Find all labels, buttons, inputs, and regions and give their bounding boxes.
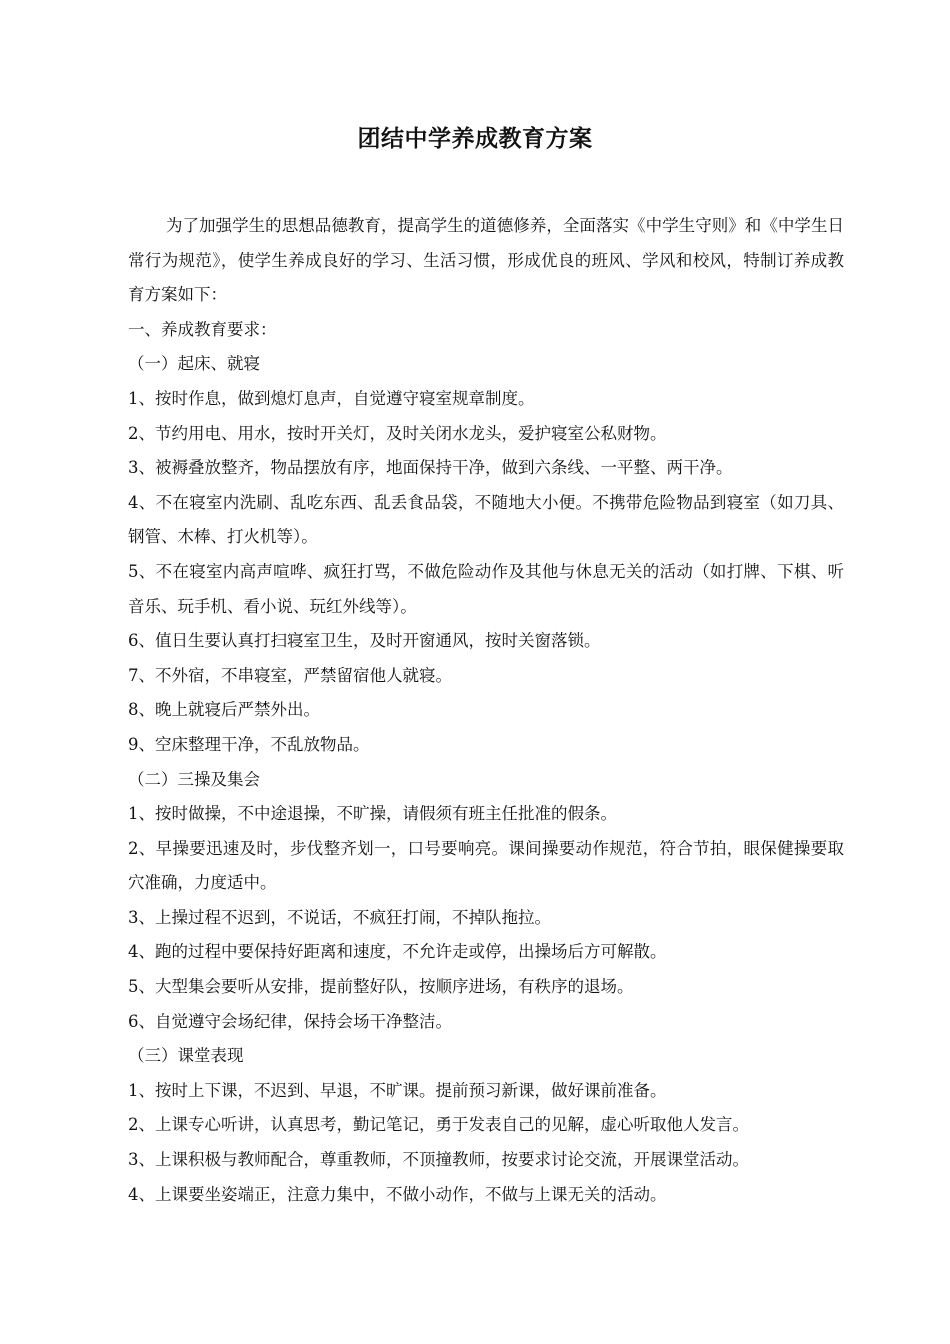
list-item: 2、早操要迅速及时，步伐整齐划一，口号要响亮。课间操要动作规范，符合节拍，眼保健操要取穴准确，力度适中。 bbox=[128, 838, 844, 893]
list-item: 4、不在寝室内洗刷、乱吃东西、乱丢食品袋，不随地大小便。不携带危险物品到寝室（如刀具、钢管、木棒、打火机等）。 bbox=[128, 492, 844, 547]
list-item: 5、大型集会要听从安排，提前整好队，按顺序进场，有秩序的退场。 bbox=[128, 977, 634, 997]
list-item: 1、按时上下课，不迟到、早退，不旷课。提前预习新课，做好课前准备。 bbox=[128, 1080, 667, 1100]
section-heading: 一、养成教育要求： bbox=[128, 319, 277, 339]
list-item: 1、按时作息，做到熄灯息声，自觉遵守寝室规章制度。 bbox=[128, 388, 535, 408]
intro-paragraph: 为了加强学生的思想品德教育，提高学生的道德修养，全面落实《中学生守则》和《中学生日常行为规范》，使学生养成良好的学习、生活习惯，形成优良的班风、学风和校风，特制订养成教育方案如下： bbox=[128, 216, 844, 305]
list-item: 3、上课积极与教师配合，尊重教师，不顶撞教师，按要求讨论交流，开展课堂活动。 bbox=[128, 1150, 749, 1170]
list-item: 9、空床整理干净，不乱放物品。 bbox=[128, 734, 370, 754]
subsection-heading: （三）课堂表现 bbox=[128, 1046, 244, 1066]
list-item: 5、不在寝室内高声喧哗、疯狂打骂，不做危险动作及其他与休息无关的活动（如打牌、下棋、听音乐、玩手机、看小说、玩红外线等）。 bbox=[128, 561, 844, 616]
list-item: 6、自觉遵守会场纪律，保持会场干净整洁。 bbox=[128, 1011, 452, 1031]
list-item: 6、值日生要认真打扫寝室卫生，及时开窗通风，按时关窗落锁。 bbox=[128, 631, 601, 651]
list-item: 8、晚上就寝后严禁外出。 bbox=[128, 700, 320, 720]
list-item: 7、不外宿，不串寝室，严禁留宿他人就寝。 bbox=[128, 665, 452, 685]
document-body bbox=[128, 209, 844, 1212]
list-item: 2、节约用电、用水，按时开关灯，及时关闭水龙头，爱护寝室公私财物。 bbox=[128, 423, 667, 443]
list-item: 2、上课专心听讲，认真思考，勤记笔记，勇于发表自己的见解，虚心听取他人发言。 bbox=[128, 1115, 749, 1135]
subsection-heading: （二）三操及集会 bbox=[128, 769, 260, 789]
document-title: 团结中学养成教育方案 bbox=[357, 126, 593, 152]
list-item: 3、上操过程不迟到，不说话，不疯狂打闹，不掉队拖拉。 bbox=[128, 907, 551, 927]
list-item: 3、被褥叠放整齐，物品摆放有序，地面保持干净，做到六条线、一平整、两干净。 bbox=[128, 458, 733, 478]
subsection-heading: （一）起床、就寝 bbox=[128, 354, 260, 374]
list-item: 1、按时做操，不中途退操，不旷操，请假须有班主任批准的假条。 bbox=[128, 804, 617, 824]
list-item: 4、跑的过程中要保持好距离和速度，不允许走或停，出操场后方可解散。 bbox=[128, 942, 667, 962]
list-item: 4、上课要坐姿端正，注意力集中，不做小动作，不做与上课无关的活动。 bbox=[128, 1184, 667, 1204]
